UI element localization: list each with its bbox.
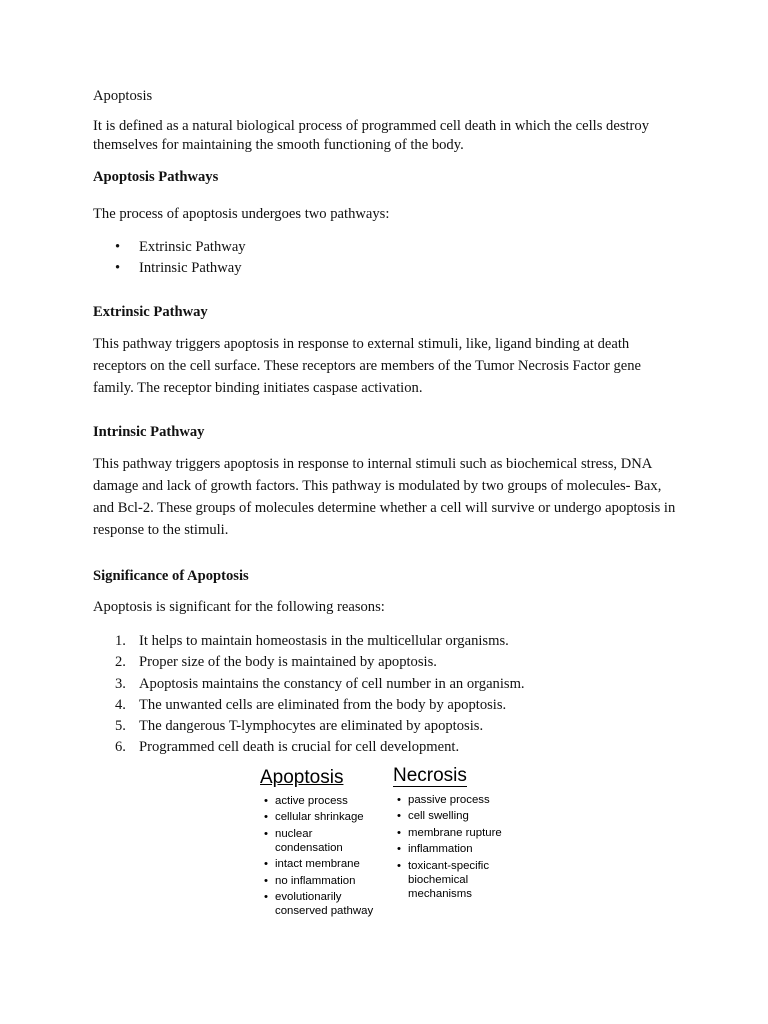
figure-item-text: membrane rupture xyxy=(408,826,502,839)
bullet-icon: • xyxy=(264,858,268,871)
reasons-list xyxy=(93,631,683,759)
pathway-label: Extrinsic Pathway xyxy=(139,239,246,255)
list-item xyxy=(260,857,385,871)
list-item xyxy=(93,674,683,695)
list-item xyxy=(260,794,385,808)
necrosis-title: Necrosis xyxy=(393,765,467,786)
list-item xyxy=(393,859,500,901)
list-item xyxy=(260,827,363,855)
reason-text: The unwanted cells are eliminated from the body by apoptosis. xyxy=(139,696,507,713)
pathways-list xyxy=(93,237,683,279)
reason-text: Apoptosis maintains the constancy of cell number in an organism. xyxy=(139,675,525,692)
necrosis-column xyxy=(393,766,511,903)
extrinsic-paragraph: This pathway triggers apoptosis in response to external stimuli, like, ligand binding at death receptors on the cell surface. These receptors are members of the Tumor Necrosis Factor gene family. The receptor binding initiates caspase activation. xyxy=(93,336,642,396)
list-item xyxy=(260,890,375,918)
definition-paragraph: It is defined as a natural biological process of programmed cell death in which the cells destroy themselves for maintaining the smooth functioning of the body. xyxy=(93,118,650,153)
bullet-icon: • xyxy=(397,826,401,839)
list-item xyxy=(93,737,683,758)
bullet-icon: • xyxy=(115,260,121,276)
extrinsic-heading: Extrinsic Pathway xyxy=(93,304,208,320)
figure-item-text: intact membrane xyxy=(275,858,360,871)
bullet-icon: • xyxy=(264,890,268,903)
list-item xyxy=(93,716,683,737)
figure-item-text: cellular shrinkage xyxy=(275,811,364,824)
reason-text: Programmed cell death is crucial for cell development. xyxy=(139,739,460,756)
list-item xyxy=(393,793,511,807)
bullet-icon: • xyxy=(397,843,401,856)
pathways-heading: Apoptosis Pathways xyxy=(93,169,219,185)
bullet-icon: • xyxy=(115,239,121,255)
figure-item-text: active process xyxy=(275,795,348,807)
figure-item-text: passive process xyxy=(408,794,490,806)
list-item xyxy=(93,652,683,673)
list-item xyxy=(393,842,511,856)
bullet-icon: • xyxy=(397,794,401,806)
significance-intro: Apoptosis is significant for the following reasons: xyxy=(93,599,385,615)
bullet-icon: • xyxy=(264,827,268,840)
bullet-icon: • xyxy=(397,859,401,872)
apoptosis-title: Apoptosis xyxy=(260,767,344,788)
list-number: 1. xyxy=(115,633,126,649)
bullet-icon: • xyxy=(264,874,268,887)
document-body xyxy=(93,86,683,759)
list-item xyxy=(93,258,683,279)
figure-item-text: cell swelling xyxy=(408,810,469,823)
intrinsic-heading: Intrinsic Pathway xyxy=(93,424,205,440)
reason-text: Proper size of the body is maintained by apoptosis. xyxy=(139,654,437,671)
list-item xyxy=(93,237,683,258)
reason-text: It helps to maintain homeostasis in the multicellular organisms. xyxy=(139,633,509,649)
pathway-label: Intrinsic Pathway xyxy=(139,260,242,276)
figure-item-text: no inflammation xyxy=(275,874,356,887)
list-item xyxy=(93,695,683,716)
list-number: 6. xyxy=(115,739,126,756)
figure-item-text: evolutionarily conserved pathway xyxy=(275,890,374,917)
reason-text: The dangerous T-lymphocytes are eliminated by apoptosis. xyxy=(139,718,484,735)
figure-item-text: inflammation xyxy=(408,843,473,856)
list-number: 4. xyxy=(115,696,126,713)
list-number: 3. xyxy=(115,675,126,692)
bullet-icon: • xyxy=(264,795,268,807)
list-item xyxy=(393,826,511,840)
comparison-figure xyxy=(250,766,520,926)
pathways-intro: The process of apoptosis undergoes two pathways: xyxy=(93,206,390,222)
list-item xyxy=(260,874,385,888)
bullet-icon: • xyxy=(264,811,268,824)
figure-item-text: nuclear condensation xyxy=(275,827,343,854)
list-number: 5. xyxy=(115,718,126,735)
list-item xyxy=(260,810,385,824)
list-number: 2. xyxy=(115,654,126,671)
list-item xyxy=(93,631,683,652)
list-item xyxy=(393,809,511,823)
bullet-icon: • xyxy=(397,810,401,823)
doc-title: Apoptosis xyxy=(93,88,153,104)
significance-heading: Significance of Apoptosis xyxy=(93,568,249,584)
intrinsic-paragraph: This pathway triggers apoptosis in response to internal stimuli such as biochemical stress, DNA damage and lack of growth factors. This pathway is modulated by two groups of molecules- Bax, and Bcl-2. These groups of molecules determine whether a cell will survive or undergo apoptosis in response to the stimuli. xyxy=(93,456,676,538)
apoptosis-column xyxy=(260,766,385,920)
figure-item-text: toxicant-specific biochemical mechanisms xyxy=(408,859,490,900)
